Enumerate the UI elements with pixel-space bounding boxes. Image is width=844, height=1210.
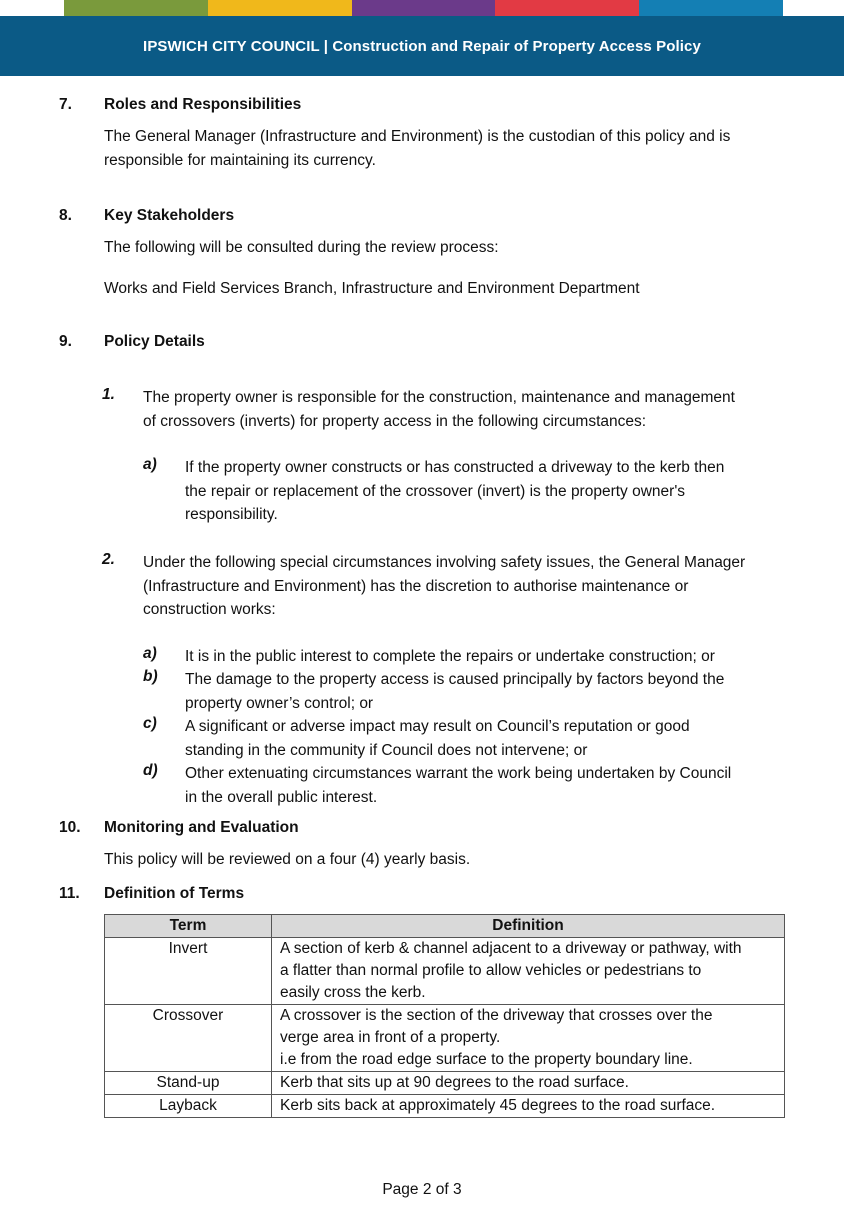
text-line: (Infrastructure and Environment) has the discretion to authorise maintenance or — [143, 577, 689, 595]
text-line: The General Manager (Infrastructure and Environment) is the custodian of this policy and is — [104, 128, 731, 145]
text-line: a flatter than normal profile to allow vehicles or pedestrians to — [280, 962, 702, 979]
sub-item-2b-label: b) — [143, 668, 158, 685]
section-11-number: 11. — [59, 885, 80, 902]
text-line: in the overall public interest. — [185, 788, 378, 806]
band-segment-yellow — [208, 0, 352, 16]
band-segment-green — [64, 0, 208, 16]
section-9-title: Policy Details — [104, 333, 205, 350]
column-header-definition: Definition — [272, 915, 785, 938]
sub-item-2a-label: a) — [143, 645, 157, 662]
term-cell: Layback — [105, 1095, 272, 1118]
section-10-title: Monitoring and Evaluation — [104, 819, 299, 836]
section-7-title: Roles and Responsibilities — [104, 96, 302, 113]
band-segment-purple — [352, 0, 496, 16]
sub-item-2a-text — [185, 645, 790, 669]
table-row — [105, 1095, 785, 1118]
text-line: verge area in front of a property. — [280, 1029, 501, 1046]
definition-of-terms-table — [104, 914, 785, 1118]
text-line: construction works: — [143, 601, 276, 618]
text-line: easily cross the kerb. — [280, 984, 426, 1001]
text-line: standing in the community if Council does not intervene; or — [185, 741, 588, 759]
sub-item-1a-label: a) — [143, 456, 157, 473]
text-line: responsible for maintaining its currency. — [104, 151, 376, 169]
sub-item-2d-text — [185, 762, 790, 809]
table-header-row — [105, 915, 785, 938]
text-line: Kerb that sits up at 90 degrees to the road surface. — [280, 1074, 629, 1091]
definition-cell — [272, 1072, 785, 1095]
text-line: the repair or replacement of the crossover (invert) is the property owner's — [185, 482, 686, 500]
text-line: A section of kerb & channel adjacent to a driveway or pathway, with — [280, 940, 742, 957]
band-segment-red — [495, 0, 639, 16]
text-line: Under the following special circumstances involving safety issues, the General Manager — [143, 554, 746, 571]
section-8-number: 8. — [59, 207, 72, 224]
text-line: Other extenuating circumstances warrant the work being undertaken by Council — [185, 765, 732, 782]
header-color-band — [64, 0, 783, 16]
section-10-number: 10. — [59, 819, 81, 836]
table-row — [105, 938, 785, 1005]
text-line: It is in the public interest to complete the repairs or undertake construction; or — [185, 648, 715, 665]
text-line: property owner’s control; or — [185, 694, 374, 712]
section-8-title: Key Stakeholders — [104, 207, 235, 224]
section-10-paragraph: This policy will be reviewed on a four (4) yearly basis. — [104, 851, 471, 868]
section-8-paragraph-1: The following will be consulted during the review process: — [104, 239, 499, 256]
page-number: Page 2 of 3 — [382, 1181, 462, 1198]
text-line: If the property owner constructs or has constructed a driveway to the kerb then — [185, 459, 725, 476]
sub-item-2c-text — [185, 715, 790, 762]
definition-cell — [272, 1095, 785, 1118]
section-8-paragraph-2: Works and Field Services Branch, Infrastructure and Environment Department — [104, 280, 640, 297]
section-7-paragraph — [104, 125, 794, 172]
section-11-title: Definition of Terms — [104, 885, 245, 902]
section-9-number: 9. — [59, 333, 72, 350]
header-banner — [0, 16, 844, 76]
text-line: The damage to the property access is caused principally by factors beyond the — [185, 671, 725, 688]
list-item-1-text — [143, 386, 788, 433]
sub-item-1a-text — [185, 456, 790, 527]
text-line: of crossovers (inverts) for property access in the following circumstances: — [143, 412, 647, 430]
section-7-number: 7. — [59, 96, 72, 113]
text-line: The property owner is responsible for the construction, maintenance and management — [143, 389, 735, 406]
sub-item-2c-label: c) — [143, 715, 157, 732]
sub-item-2b-text — [185, 668, 790, 715]
term-cell: Stand-up — [105, 1072, 272, 1095]
text-line: i.e from the road edge surface to the property boundary line. — [280, 1051, 693, 1068]
table-row — [105, 1005, 785, 1072]
text-line: A crossover is the section of the driveway that crosses over the — [280, 1007, 713, 1024]
header-title: IPSWICH CITY COUNCIL | Construction and Repair of Property Access Policy — [143, 37, 701, 55]
term-cell: Invert — [105, 938, 272, 1005]
text-line: responsibility. — [185, 506, 278, 523]
definition-cell — [272, 1005, 785, 1072]
definition-cell — [272, 938, 785, 1005]
band-segment-blue — [639, 0, 783, 16]
text-line: Kerb sits back at approximately 45 degrees to the road surface. — [280, 1097, 716, 1114]
table-row — [105, 1072, 785, 1095]
sub-item-2d-label: d) — [143, 762, 158, 779]
list-item-2-text — [143, 551, 788, 622]
list-item-1-number: 1. — [102, 386, 115, 403]
column-header-term: Term — [105, 915, 272, 938]
list-item-2-number: 2. — [102, 551, 115, 568]
term-cell: Crossover — [105, 1005, 272, 1072]
text-line: A significant or adverse impact may result on Council’s reputation or good — [185, 718, 690, 735]
